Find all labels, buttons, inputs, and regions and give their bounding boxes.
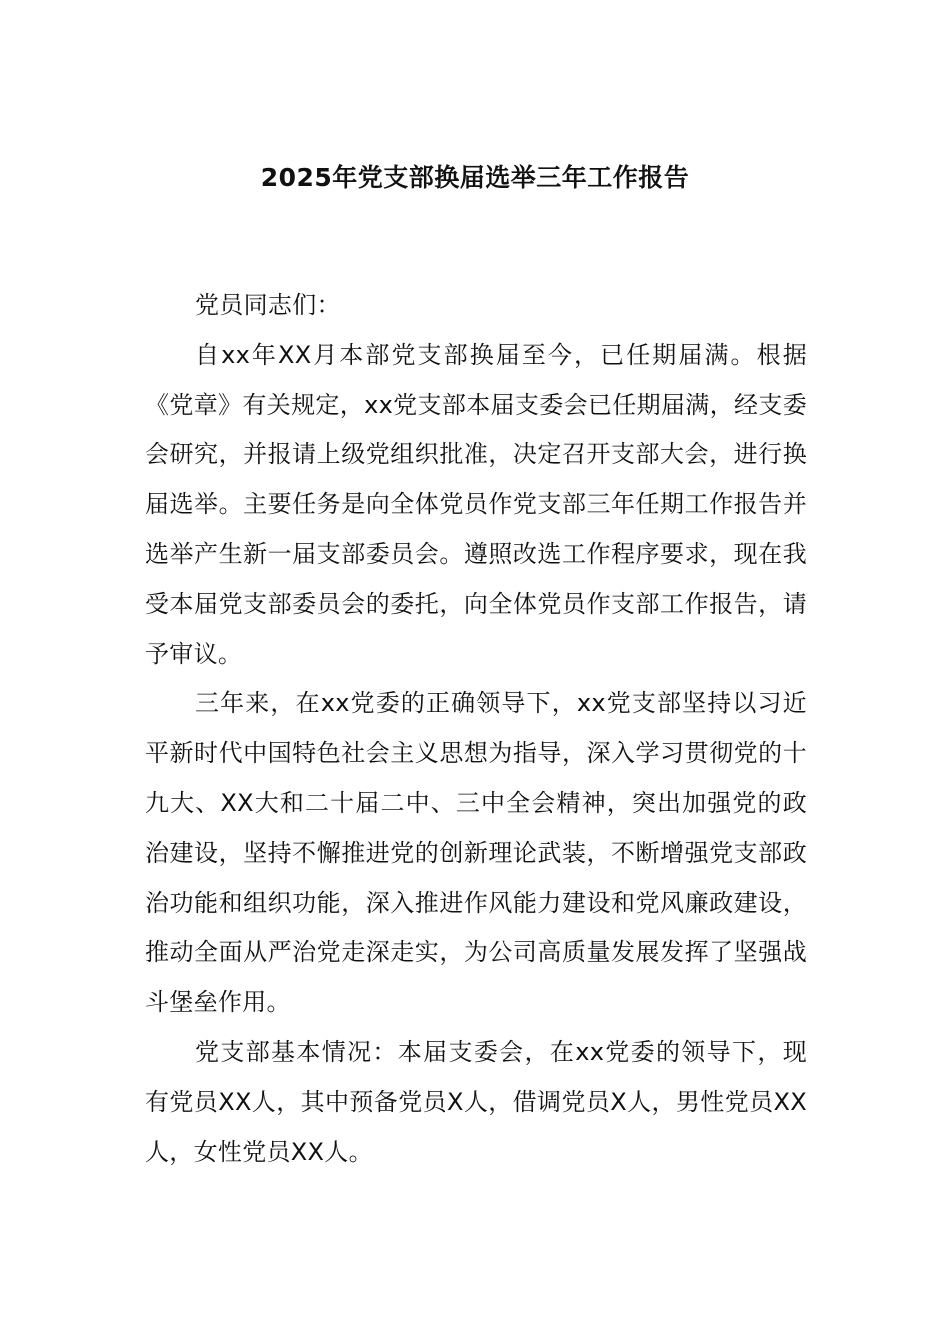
paragraph-3: 党支部基本情况：本届支委会，在xx党委的领导下，现有党员XX人，其中预备党员X人，借调党员X人，男性党员XX人，女性党员XX人。 <box>145 1037 807 1166</box>
paragraph-2: 三年来，在xx党委的正确领导下，xx党支部坚持以习近平新时代中国特色社会主义思想为指导，深入学习贯彻党的十九大、XX大和二十届二中、三中全会精神，突出加强党的政治建设，坚持不懈推进党的创新理论武装，不断增强党支部政治功能和组织功能，深入推进作风能力建设和党风廉政建设，推动全面从严治党走深走实，为公司高质量发展发挥了坚强战斗堡垒作用。 <box>145 689 807 1017</box>
document-title: 2025年党支部换届选举三年工作报告 <box>260 163 690 192</box>
paragraph-1: 自xx年XX月本部党支部换届至今，已任期届满。根据《党章》有关规定，xx党支部本届支委会已任期届满，经支委会研究，并报请上级党组织批准，决定召开支部大会，进行换届选举。主要任务是向全体党员作党支部三年任期工作报告并选举产生新一届支部委员会。遵照改选工作程序要求，现在我受本届党支部委员会的委托，向全体党员作支部工作报告，请予审议。 <box>145 340 807 668</box>
salutation: 党员同志们： <box>195 291 341 319</box>
document-body <box>145 281 807 1177</box>
